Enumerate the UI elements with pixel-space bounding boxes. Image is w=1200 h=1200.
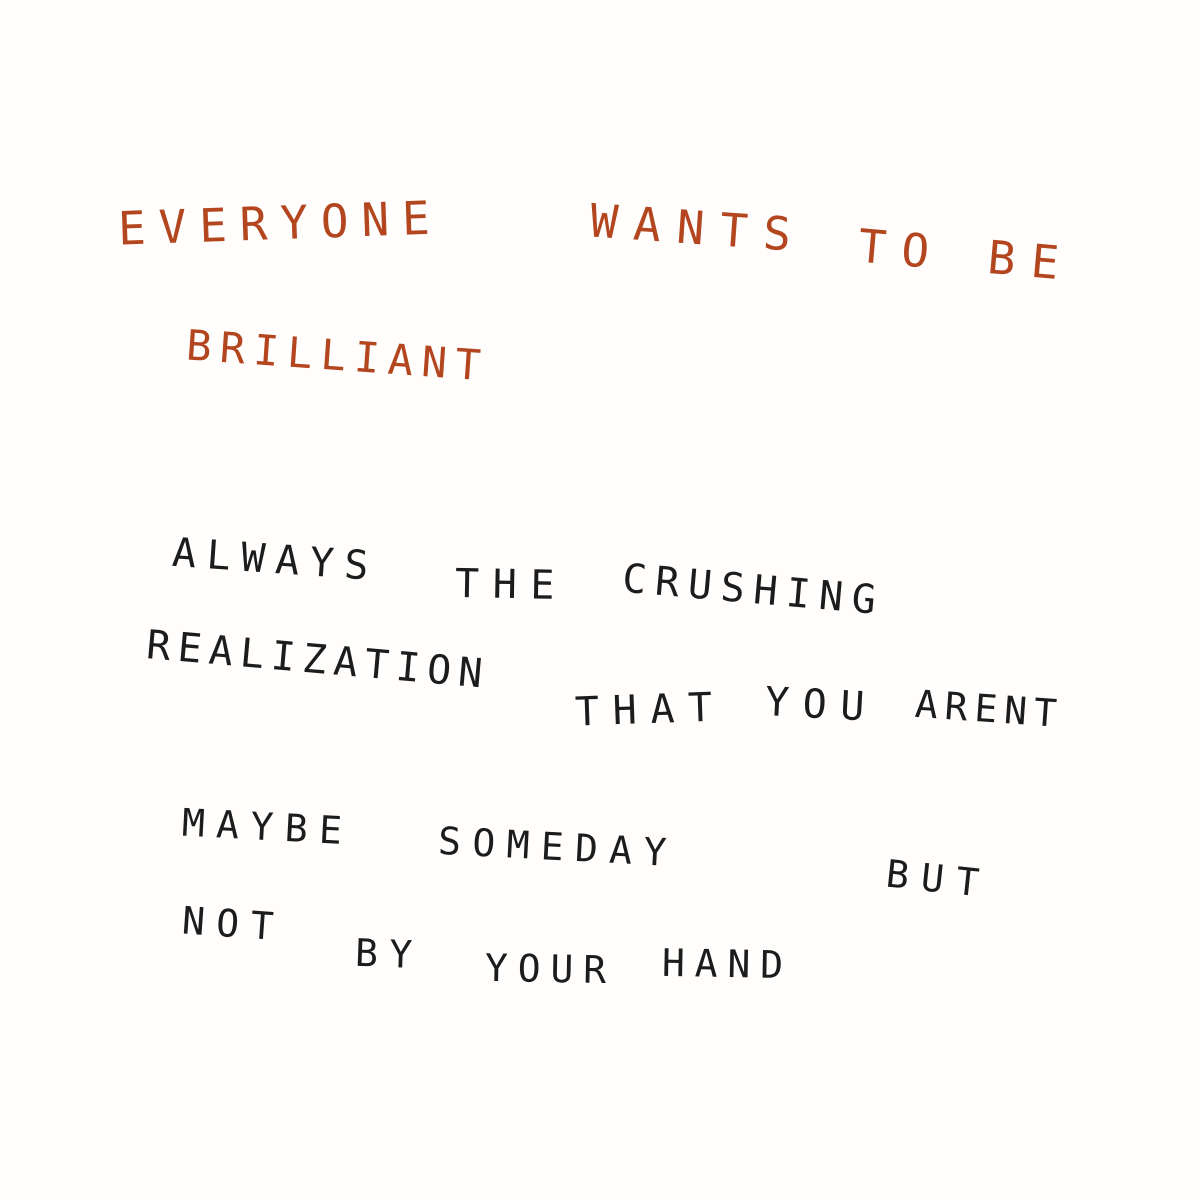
word-by: BY — [354, 930, 425, 978]
word-the: THE — [454, 561, 569, 609]
word-brilliant: BRILLIANT — [184, 320, 491, 391]
word-realization: REALIZATION — [144, 622, 492, 698]
word-but: BUT — [883, 851, 994, 907]
word-not: NOT — [180, 898, 287, 950]
word-wants: WANTS — [588, 193, 809, 263]
word-everyone: EVERYONE — [117, 190, 444, 256]
word-crushing: CRUSHING — [620, 555, 887, 625]
words-to-be: TO BE — [856, 218, 1077, 292]
word-maybe: MAYBE — [180, 800, 355, 854]
word-arent: ARENT — [913, 681, 1065, 737]
word-you: YOU — [763, 679, 880, 731]
word-that: THAT — [574, 684, 727, 736]
word-hand: HAND — [661, 940, 794, 988]
word-always: ALWAYS — [170, 529, 381, 591]
word-your: YOUR — [484, 945, 617, 993]
word-someday: SOMEDAY — [437, 818, 679, 876]
